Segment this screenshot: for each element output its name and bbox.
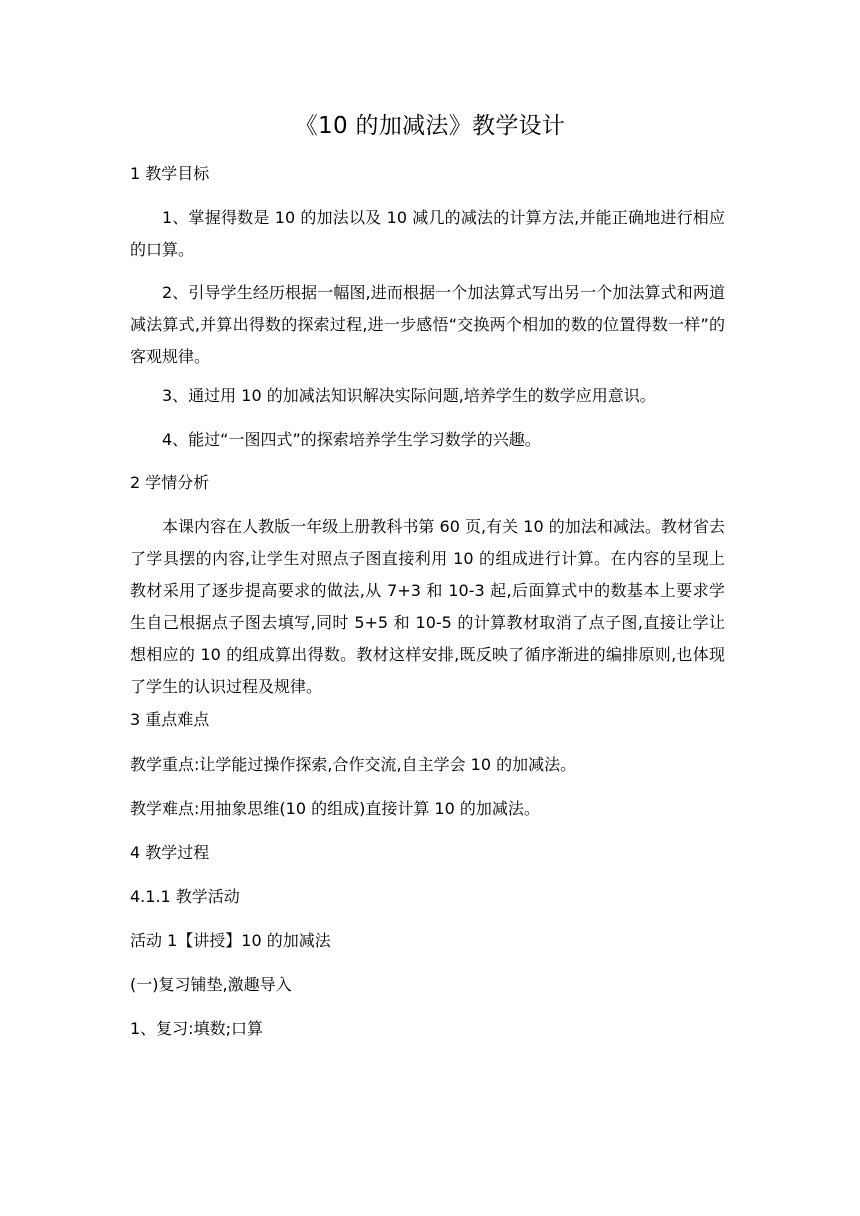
key-point-text: 教学重点:让学能过操作探索,合作交流,自主学会 10 的加减法。: [130, 755, 577, 774]
objective-item-1: 1、掌握得数是 10 的加法以及 10 减几的减法的计算方法,并能正确地进行相应的口算。: [130, 208, 725, 259]
section-heading-keypoints: 3 重点难点: [130, 710, 210, 729]
section-heading-objectives: 1 教学目标: [130, 164, 210, 183]
difficulty-text: 教学难点:用抽象思维(10 的组成)直接计算 10 的加减法。: [130, 799, 540, 818]
section-heading-analysis: 2 学情分析: [130, 473, 210, 492]
activity-title: 活动 1【讲授】10 的加减法: [130, 931, 331, 950]
objective-item-3: 3、通过用 10 的加减法知识解决实际问题,培养学生的数学应用意识。: [162, 386, 656, 405]
subsection-heading-activity: 4.1.1 教学活动: [130, 887, 240, 906]
section-heading-process: 4 教学过程: [130, 843, 210, 862]
activity-step: 1、复习:填数;口算: [130, 1019, 263, 1038]
activity-part: (一)复习铺垫,激趣导入: [130, 975, 292, 994]
document-title: 《10 的加减法》教学设计: [294, 113, 566, 139]
analysis-paragraph: 本课内容在人教版一年级上册教科书第 60 页,有关 10 的加法和减法。教材省去了学具摆的内容,让学生对照点子图直接利用 10 的组成进行计算。在内容的呈现上教材采用了逐步提高要求的做法,从 7+3 和 10-3 起,后面算式中的数基本上要求学生自己根据点子图去填写,同时 5+5 和 10-5 的计算教材取消了点子图,直接让学让想相应的 10 的组成算出得数。教材这样安排,既反映了循序渐进的编排原则,也体现了学生的认识过程及规律。: [130, 517, 725, 696]
objective-item-2: 2、引导学生经历根据一幅图,进而根据一个加法算式写出另一个加法算式和两道减法算式,并算出得数的探索过程,进一步感悟“交换两个相加的数的位置得数一样”的客观规律。: [130, 283, 725, 366]
objective-item-4: 4、能过“一图四式”的探索培养学生学习数学的兴趣。: [162, 430, 541, 449]
